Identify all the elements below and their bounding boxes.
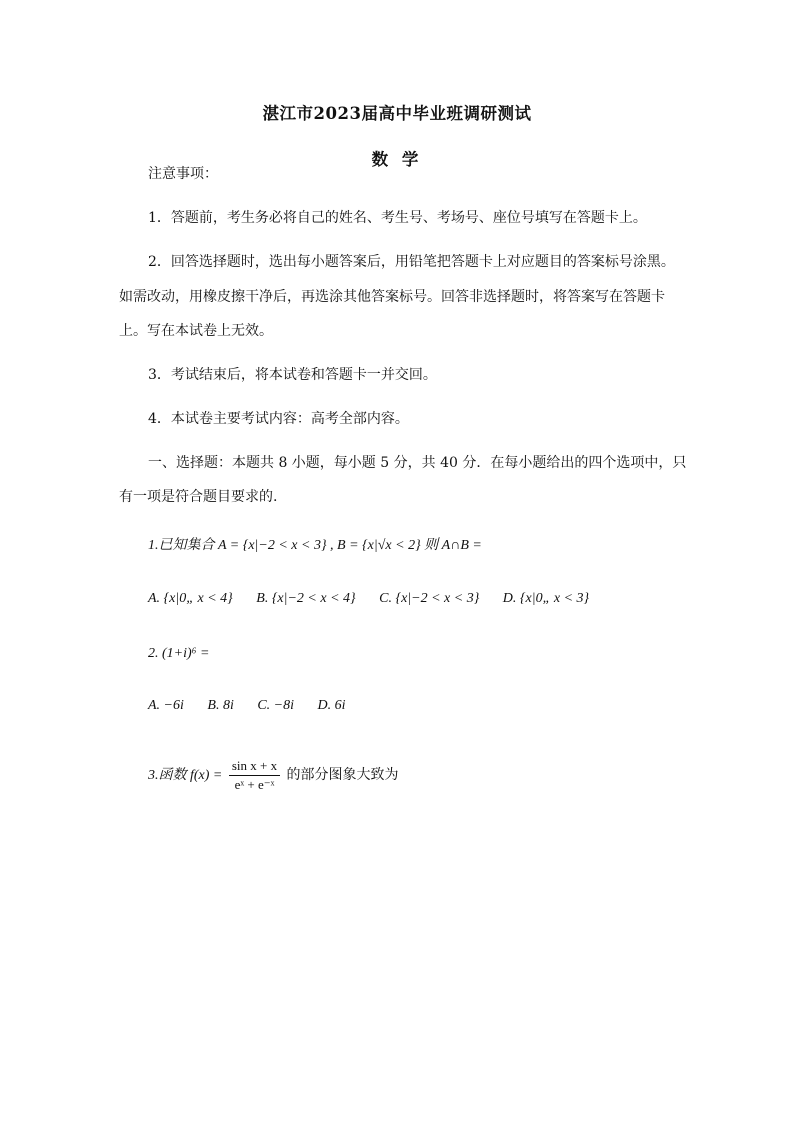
question-2-option-d: D. 6i — [317, 698, 346, 713]
question-3-stem — [148, 754, 399, 797]
question-3-suffix: 的部分图象大致为 — [286, 767, 399, 783]
question-1-option-c: C. {x|−2 < x < 3} — [379, 591, 480, 606]
question-3-prefix: 3.函数 f(x) = — [148, 768, 223, 783]
section-1-instructions-line-1: 一、选择题：本题共 8 小题，每小题 5 分，共 40 分．在每小题给出的四个选项中，只 — [148, 455, 687, 471]
notice-item-1: 1．答题前，考生务必将自己的姓名、考生号、考场号、座位号填写在答题卡上。 — [148, 210, 647, 226]
notice-heading: 注意事项： — [148, 166, 218, 182]
question-1-stem: 1.已知集合 A = {x|−2 < x < 3} , B = {x|√x < 2} 则 A∩B = — [148, 538, 482, 553]
notice-item-2-line-1: 2．回答选择题时，选出每小题答案后，用铅笔把答题卡上对应题目的答案标号涂黑。 — [148, 254, 675, 270]
notice-item-2-line-2: 如需改动，用橡皮擦干净后，再选涂其他答案标号。回答非选择题时，将答案写在答题卡 — [119, 289, 665, 305]
notice-item-3: 3．考试结束后，将本试卷和答题卡一并交回。 — [148, 367, 437, 383]
question-1-option-d: D. {x|0„ x < 3} — [502, 591, 590, 606]
exam-title: 湛江市2023届高中毕业班调研测试 — [262, 104, 532, 123]
question-3-denominator: eˣ + e⁻ˣ — [234, 776, 275, 792]
question-1-option-b: B. {x|−2 < x < 4} — [256, 591, 356, 606]
section-1-instructions-line-2: 有一项是符合题目要求的. — [119, 489, 278, 505]
question-2-stem: 2. (1+i)⁶ = — [148, 646, 210, 661]
exam-subject: 数 学 — [371, 150, 423, 169]
question-2-option-a: A. −6i — [148, 698, 184, 713]
question-1-option-a: A. {x|0„ x < 4} — [148, 591, 233, 606]
notice-item-2-line-3: 上。写在本试卷上无效。 — [119, 323, 273, 339]
question-3-numerator: sin x + x — [229, 758, 280, 776]
question-2-options — [148, 696, 346, 716]
notice-item-4: 4．本试卷主要考试内容：高考全部内容。 — [148, 411, 409, 427]
question-1-options — [148, 589, 589, 609]
question-2-option-c: C. −8i — [257, 698, 295, 713]
question-2-option-b: B. 8i — [207, 698, 234, 713]
question-3-fraction — [229, 758, 280, 793]
